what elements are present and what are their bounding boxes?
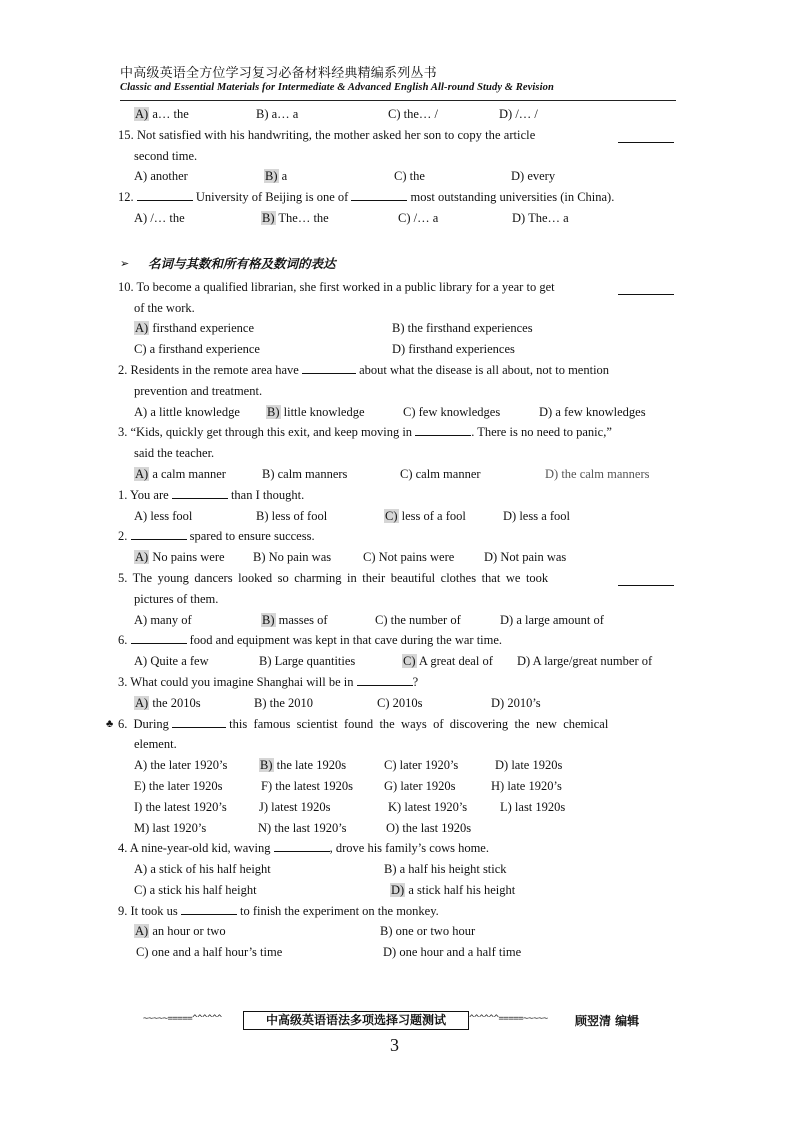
question-text (118, 630, 676, 651)
question-stem: University of Beijing is one of (195, 190, 349, 205)
option-k: K) latest 1920’s (388, 799, 468, 814)
question-text (106, 714, 676, 735)
header-title-en: Classic and Essential Materials for Intermediate & Advanced English All-round Study & Revision (120, 82, 554, 93)
option-c: C) the (394, 169, 425, 184)
option-a (134, 921, 226, 942)
option-c: C) one and a half hour’s time (136, 945, 283, 960)
question-options-row (118, 402, 676, 423)
option-d: D) late 1920s (495, 758, 563, 773)
answer-blank (172, 485, 228, 499)
option-c (402, 651, 493, 672)
option-b: B) the firsthand experiences (392, 321, 533, 336)
question-text (118, 485, 676, 506)
option-c: C) calm manner (400, 466, 481, 481)
option-c: C) 2010s (377, 695, 423, 710)
question-stem: ? (412, 674, 419, 689)
option-d: D) a large amount of (500, 612, 604, 627)
question-options-row (118, 464, 676, 485)
option-g: G) later 1920s (384, 778, 456, 793)
question-options-row (118, 166, 676, 187)
option-text: the 2010s (149, 695, 201, 710)
question-stem: 3. What could you imagine Shanghai will be in (118, 674, 354, 689)
option-i: I) the latest 1920’s (134, 799, 227, 814)
answer-highlight: A) (135, 321, 149, 336)
footer-title-box: 中高级英语语法多项选择习题测试 (243, 1011, 469, 1030)
answer-highlight: C) (403, 654, 416, 669)
option-b (261, 208, 329, 229)
answer-highlight: B) (262, 210, 275, 225)
option-b (266, 402, 365, 423)
option-a (134, 464, 226, 485)
question-stem: than I thought. (230, 487, 305, 502)
question-text (118, 526, 676, 547)
question-stem: spared to ensure success. (189, 529, 315, 544)
question-options-row (118, 755, 676, 776)
page-content (106, 104, 676, 963)
page-footer (143, 1011, 663, 1031)
answer-blank (415, 422, 471, 436)
answer-highlight: B) (267, 404, 280, 419)
answer-highlight: A) (135, 550, 149, 565)
question-options-row (118, 104, 676, 125)
answer-highlight: D) (391, 882, 405, 897)
answer-highlight: B) (260, 758, 273, 773)
option-text: a… the (149, 107, 189, 121)
club-mark-icon: ♣ (106, 717, 114, 730)
option-c: C) Not pains were (363, 550, 455, 565)
option-b: B) No pain was (253, 550, 332, 565)
answer-blank (131, 526, 187, 540)
answer-highlight: A) (135, 924, 149, 939)
option-d: D) A large/great number of (517, 654, 653, 669)
question-text (118, 838, 676, 859)
section-title: 名词与其数和所有格及数词的表达 (148, 255, 336, 271)
question-text (118, 277, 676, 298)
question-stem: 9. It took us (118, 903, 178, 918)
option-text: a stick half his height (405, 882, 516, 897)
answer-blank (274, 838, 330, 852)
question-options-row (118, 506, 676, 527)
option-m: M) last 1920’s (134, 820, 207, 835)
question-text-cont: element. (134, 737, 177, 752)
section-heading (118, 251, 676, 277)
question-text (118, 187, 676, 208)
option-b (264, 166, 287, 187)
question-stem: , drove his family’s cows home. (329, 841, 489, 856)
question-text-cont: of the work. (134, 300, 195, 315)
question-options-row (118, 651, 676, 672)
question-options-row (118, 859, 676, 880)
answer-blank (351, 187, 407, 201)
option-a: A) many of (134, 612, 192, 627)
option-text: the late 1920s (273, 758, 347, 773)
header-rule (120, 100, 676, 101)
option-text: masses of (275, 612, 328, 627)
question-text-cont: said the teacher. (134, 446, 215, 461)
option-b: B) less of fool (256, 508, 328, 523)
question-stem: food and equipment was kept in that cave during the war time. (189, 633, 503, 648)
answer-blank (172, 714, 226, 728)
question-stem: 15. Not satisfied with his handwriting, the mother asked her son to copy the article (118, 127, 536, 142)
option-l: L) last 1920s (500, 799, 566, 814)
question-stem: this famous scientist found the ways of discovering the new chemical (229, 716, 609, 731)
option-a: A) Quite a few (134, 654, 209, 669)
answer-highlight: A) (135, 695, 149, 710)
question-stem: to finish the experiment on the monkey. (239, 903, 439, 918)
option-c: C) /… a (398, 210, 439, 225)
question-options-row (118, 318, 676, 339)
question-options-row (118, 797, 676, 818)
option-a (134, 693, 201, 714)
option-a (134, 104, 189, 125)
option-b (261, 610, 328, 631)
answer-blank (302, 360, 356, 374)
question-stem: 10. To become a qualified librarian, she first worked in a public library for a year to get (118, 279, 555, 294)
option-d: D) The… a (512, 210, 569, 225)
option-e: E) the later 1920s (134, 778, 223, 793)
question-stem: . There is no need to panic,” (471, 425, 612, 440)
option-d (390, 880, 515, 901)
option-text: little knowledge (280, 404, 365, 419)
option-c: C) a stick his half height (134, 882, 257, 897)
option-text: A great deal of (416, 654, 493, 669)
question-options-row (118, 776, 676, 797)
option-o: O) the last 1920s (386, 820, 472, 835)
option-a (134, 318, 254, 339)
question-stem: most outstanding universities (in China). (410, 190, 615, 205)
answer-highlight: C) (385, 508, 398, 523)
question-options-row (118, 547, 676, 568)
answer-blank (181, 901, 237, 915)
question-stem: 6. During (118, 716, 169, 731)
question-stem: about what the disease is all about, not to mention (359, 362, 610, 377)
option-c (384, 506, 466, 527)
option-c: C) the… / (388, 107, 438, 121)
option-b: B) one or two hour (380, 924, 476, 939)
option-b: B) Large quantities (259, 654, 356, 669)
question-text (118, 568, 676, 589)
question-number: 12. (118, 190, 134, 205)
option-n: N) the last 1920’s (258, 820, 347, 835)
option-a: A) the later 1920’s (134, 758, 228, 773)
option-b (259, 755, 346, 776)
option-f: F) the latest 1920s (261, 778, 354, 793)
option-d: D) every (511, 169, 556, 184)
question-stem: 2. Residents in the remote area have (118, 362, 299, 377)
question-options-row (118, 208, 676, 229)
question-text-cont: pictures of them. (134, 591, 219, 606)
option-b: B) the 2010 (254, 695, 314, 710)
question-options-row (118, 693, 676, 714)
option-a: A) another (134, 169, 188, 184)
option-text: a (278, 169, 288, 184)
answer-highlight: A) (135, 466, 149, 481)
option-text: less of a fool (398, 508, 466, 523)
answer-blank (357, 672, 413, 686)
option-a: A) less fool (134, 508, 193, 523)
answer-blank (137, 187, 193, 201)
question-stem: 3. “Kids, quickly get through this exit, and keep moving in (118, 425, 413, 440)
option-a: A) a little knowledge (134, 404, 240, 419)
footer-decoration-left: ~~~~~=====^^^^^^ (143, 1014, 222, 1024)
question-text (118, 360, 676, 381)
answer-blank (131, 630, 187, 644)
option-d: D) less a fool (503, 508, 570, 523)
option-d: D) firsthand experiences (392, 342, 515, 357)
option-c: C) later 1920’s (384, 758, 459, 773)
option-text: a calm manner (149, 466, 226, 481)
question-text (118, 672, 676, 693)
footer-decoration-right: ^^^^^^=====~~~~~ (469, 1014, 548, 1024)
option-d: D) /… / (499, 107, 538, 121)
option-text: No pains were (149, 550, 225, 565)
question-number: 2. (118, 529, 128, 544)
answer-highlight: A) (135, 107, 149, 121)
question-text-cont: prevention and treatment. (134, 383, 263, 398)
question-options-row (118, 880, 676, 901)
option-a (134, 547, 225, 568)
option-d: D) one hour and a half time (383, 945, 522, 960)
option-text: firsthand experience (149, 321, 255, 336)
question-options-row (118, 610, 676, 631)
option-d: D) Not pain was (484, 550, 567, 565)
question-options-row (118, 942, 676, 963)
option-d: D) a few knowledges (539, 404, 646, 419)
option-j: J) latest 1920s (259, 799, 331, 814)
option-a: A) a stick of his half height (134, 862, 271, 877)
question-options-row (118, 818, 676, 839)
question-text (118, 422, 676, 443)
page-number: 3 (390, 1035, 399, 1055)
header-title-cn: 中高级英语全方位学习复习必备材料经典精编系列丛书 (120, 66, 437, 81)
question-text (118, 901, 676, 922)
question-stem: 4. A nine-year-old kid, waving (118, 841, 271, 856)
question-options-row (118, 921, 676, 942)
option-c: C) the number of (375, 612, 461, 627)
option-h: H) late 1920’s (491, 778, 562, 793)
option-text: The… the (275, 210, 329, 225)
footer-author: 顾翌清 编辑 (575, 1014, 640, 1028)
question-stem: 5. The young dancers looked so charming in their beautiful clothes that we took (118, 570, 549, 585)
option-b: B) a half his height stick (384, 862, 507, 877)
answer-highlight: B) (262, 612, 275, 627)
option-b: B) a… a (256, 107, 299, 121)
arrow-bullet-icon: ➢ (120, 257, 130, 270)
option-d: D) 2010’s (491, 695, 541, 710)
answer-highlight: B) (265, 169, 278, 184)
option-a: A) /… the (134, 210, 185, 225)
question-stem: 1. You are (118, 487, 169, 502)
question-text-cont: second time. (134, 148, 198, 163)
option-text: an hour or two (149, 924, 226, 939)
option-d: D) the calm manners (545, 466, 650, 481)
question-number: 6. (118, 633, 128, 648)
question-options-row (118, 339, 676, 360)
option-c: C) few knowledges (403, 404, 501, 419)
option-c: C) a firsthand experience (134, 342, 260, 357)
option-b: B) calm manners (262, 466, 348, 481)
question-text (118, 125, 676, 146)
